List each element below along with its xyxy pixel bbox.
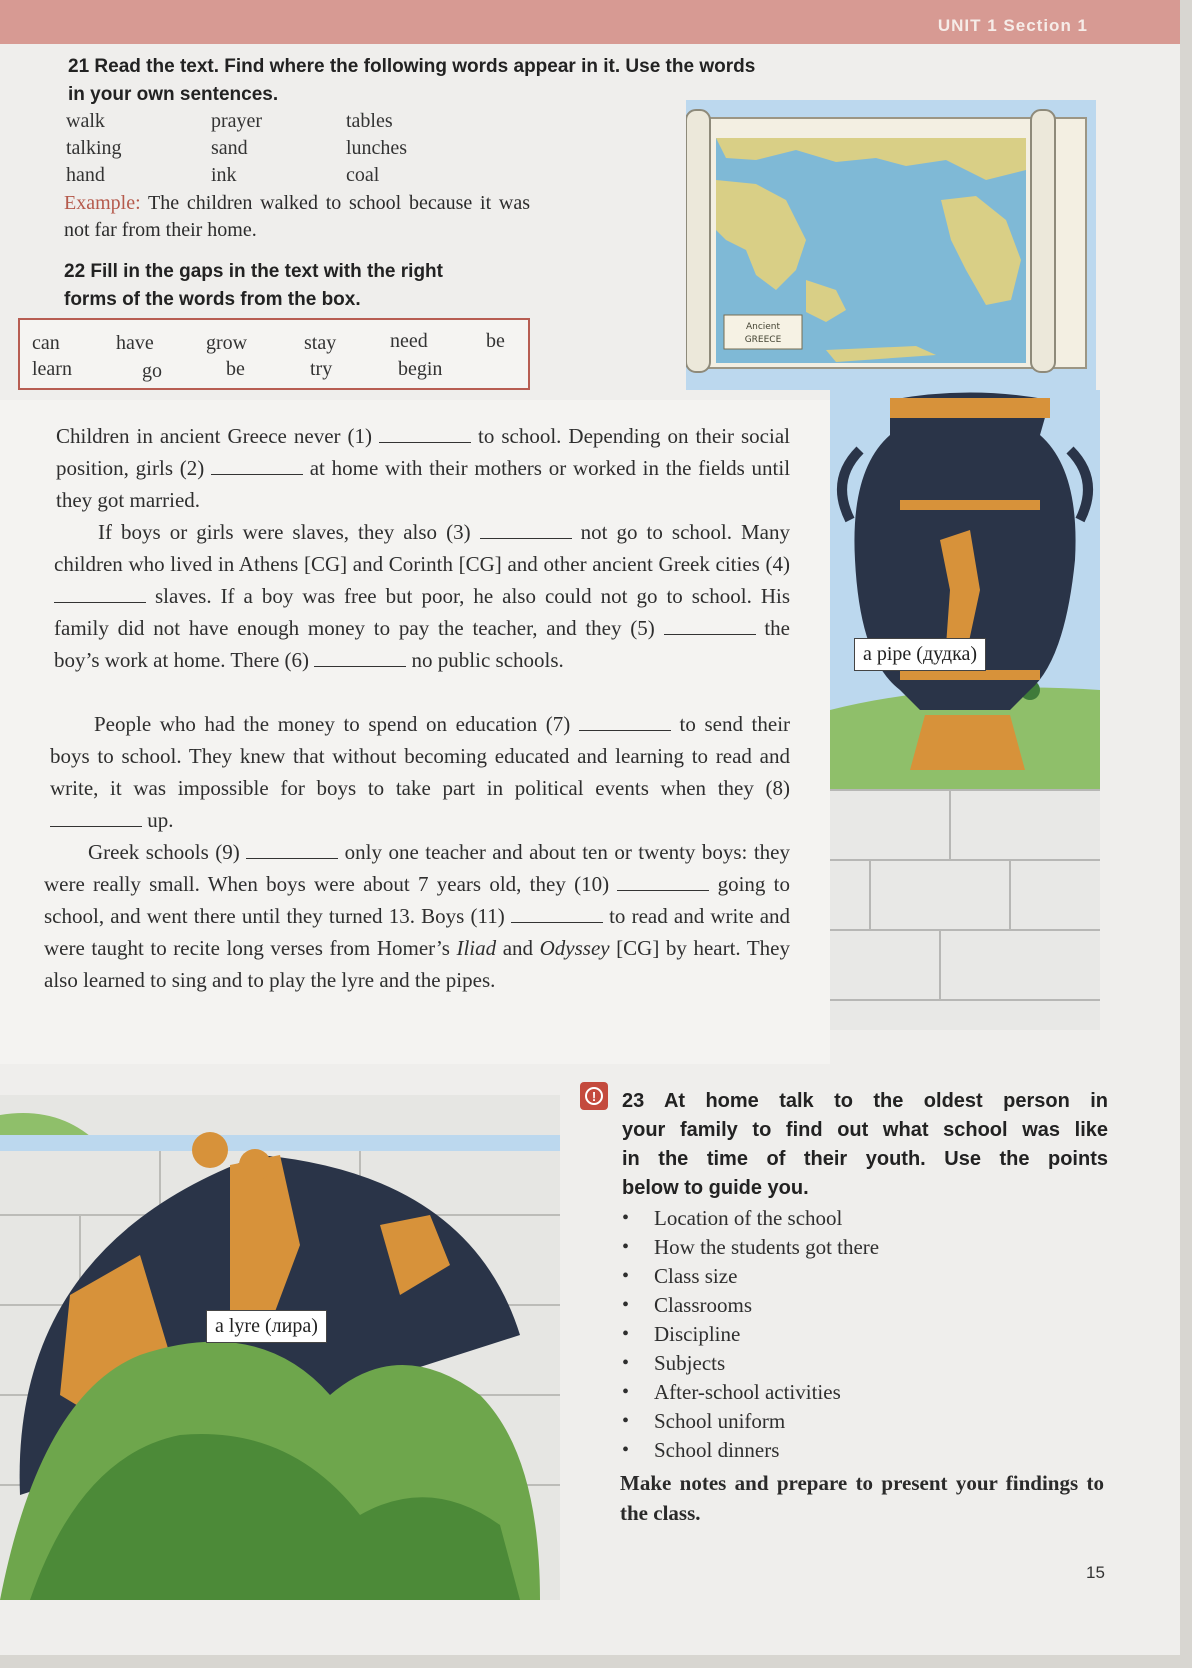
list-item: • After-school activities [618, 1378, 879, 1407]
gap-8[interactable] [50, 810, 142, 827]
list-item: • School uniform [618, 1407, 879, 1436]
gap-3[interactable] [480, 522, 572, 539]
text-segment: Children in ancient Greece never (1) [56, 424, 372, 448]
task-22-instruction-line1: Fill in the gaps in the text with the right [90, 261, 443, 282]
text-segment: not go to school. Many children who lived in Athens [CG] and Corinth [CG] and other ancient Greek cities (4) [54, 520, 791, 576]
text-segment: to send their boys to school. They knew that without becoming educated and learning to read and write, it was impossible for boys to take part in political events when they (8) [50, 712, 791, 800]
gap-4[interactable] [54, 586, 146, 603]
text-segment: slaves. If a boy was free but poor, he also could not go to school. His family did not have enough money to pay the teacher, and they (5) [54, 584, 791, 640]
gap-1[interactable] [379, 426, 471, 443]
task-23-line: your family to find out what school was like [622, 1119, 1108, 1141]
task-21-instruction-line2: in your own sentences. [68, 84, 279, 105]
text-segment: up. [147, 808, 174, 832]
text-segment: and [502, 936, 534, 960]
task-23-closing: Make notes and prepare to present your findings to the class. [620, 1471, 1104, 1525]
word-item: walk [66, 110, 105, 132]
box-word: be [486, 330, 505, 352]
task-23-line: below to guide you. [622, 1177, 809, 1199]
box-word: go [142, 360, 162, 382]
lyre-caption: a lyre (лира) [206, 1310, 327, 1343]
gap-7[interactable] [579, 714, 671, 731]
box-word: can [32, 332, 60, 354]
word-item: lunches [346, 137, 408, 159]
text-paragraph-2 [54, 516, 790, 676]
text-segment: at home with their mothers or worked in the fields until they got married. [56, 456, 791, 512]
box-word: stay [304, 332, 337, 354]
word-item: hand [66, 164, 105, 186]
box-word: need [390, 330, 428, 352]
unit-section-label: UNIT 1 Section 1 [937, 16, 1088, 35]
text-segment: no public schools. [411, 648, 564, 672]
gap-5[interactable] [664, 618, 756, 635]
list-item: • Class size [618, 1262, 879, 1291]
task-23-points [618, 1204, 879, 1465]
box-word: begin [398, 358, 443, 380]
lyre-illustration [0, 1095, 560, 1600]
map-label-ancient: Ancient [745, 322, 781, 332]
task-23-title [622, 1087, 1108, 1203]
box-word: be [226, 358, 245, 380]
task-23-line: At home talk to the oldest person in [663, 1090, 1108, 1112]
text-segment: going to school, and went there until they turned 13. Boys (11) [44, 872, 791, 928]
gap-6[interactable] [314, 650, 406, 667]
text-paragraph-3 [50, 708, 790, 836]
text-paragraph-4 [44, 836, 790, 996]
task-23-line: in the time of their youth. Use the points [622, 1148, 1108, 1170]
text-paragraph-1 [56, 420, 790, 516]
task-21-example [64, 190, 530, 244]
word-item: coal [346, 164, 380, 186]
map-label-greece: GREECE [744, 335, 782, 345]
task-23-number: 23 [622, 1090, 645, 1112]
header-band [0, 0, 1180, 44]
example-label: Example: [64, 192, 141, 214]
word-item: prayer [211, 110, 263, 132]
text-title-iliad: Iliad [456, 936, 497, 960]
alert-icon: ! [580, 1082, 608, 1110]
task-21-instruction-line1: Read the text. Find where the following words appear in it. Use the words [94, 56, 756, 77]
gap-10[interactable] [617, 874, 709, 891]
task-22-word-box [18, 318, 530, 390]
page-number: 15 [1086, 1563, 1105, 1582]
text-segment: to school. Depending on their social position, girls (2) [56, 424, 790, 480]
box-word: grow [206, 332, 248, 354]
list-item: • School dinners [618, 1436, 879, 1465]
box-word: try [310, 358, 333, 380]
word-item: sand [211, 137, 248, 159]
gap-9[interactable] [246, 842, 338, 859]
pipe-caption: a pipe (дудка) [854, 638, 986, 671]
task-22-number: 22 [64, 261, 86, 282]
text-segment: If boys or girls were slaves, they also (3) [98, 520, 471, 544]
vase-illustration [830, 390, 1100, 1030]
word-item: tables [346, 110, 393, 132]
text-segment: only one teacher and about ten or twenty boys: they were really small. When boys were about 7 years old, they (10) [44, 840, 791, 896]
list-item: • Discipline [618, 1320, 879, 1349]
example-text: The children walked to school because it was not far from their home. [64, 192, 531, 241]
text-segment: the boy’s work at home. There (6) [54, 616, 790, 672]
box-word: have [116, 332, 154, 354]
reading-text-panel [0, 400, 830, 1064]
gap-11[interactable] [511, 906, 603, 923]
task-21-number: 21 [68, 56, 90, 77]
word-item: talking [66, 137, 122, 159]
text-title-odyssey: Odyssey [539, 936, 610, 960]
text-segment: [CG] by heart. They also learned to sing and to play the lyre and the pipes. [44, 936, 790, 992]
list-item: • Subjects [618, 1349, 879, 1378]
box-word: learn [32, 358, 72, 380]
list-item: • How the students got there [618, 1233, 879, 1262]
gap-2[interactable] [211, 458, 303, 475]
list-item: • Location of the school [618, 1204, 879, 1233]
task-22-title [64, 258, 544, 314]
list-item: • Classrooms [618, 1291, 879, 1320]
map-illustration [686, 100, 1096, 390]
task-21-word-list [66, 108, 466, 189]
text-segment: to read and write and were taught to recite long verses from Homer’s [44, 904, 791, 960]
task-22-instruction-line2: forms of the words from the box. [64, 289, 361, 310]
text-segment: People who had the money to spend on education (7) [94, 712, 571, 736]
text-segment: Greek schools (9) [88, 840, 240, 864]
word-item: ink [211, 164, 237, 186]
task-21-title [68, 53, 908, 109]
